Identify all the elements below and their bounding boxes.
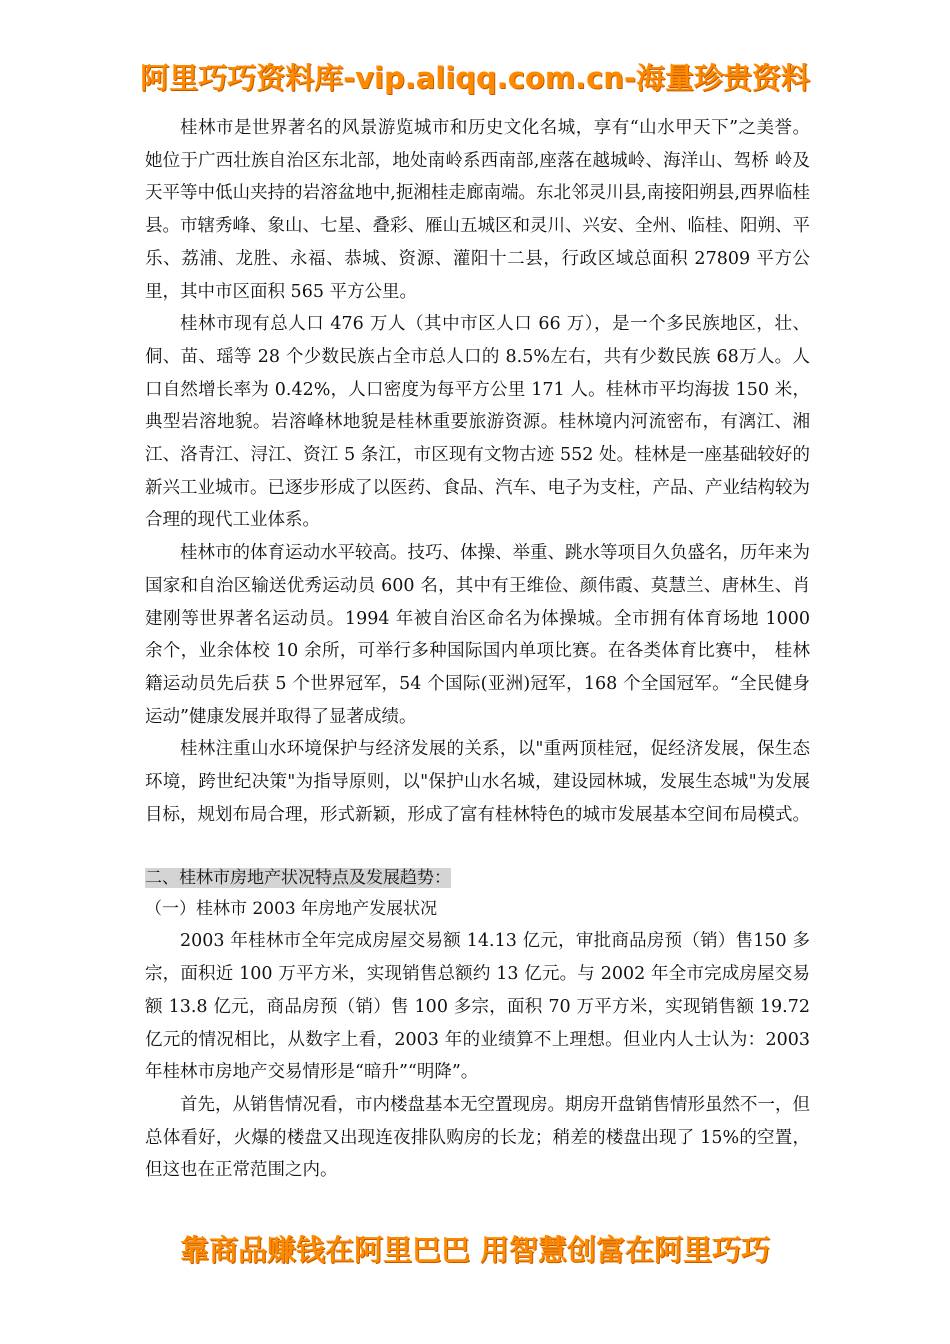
paragraph-2003-transactions: 2003 年桂林市全年完成房屋交易额 14.13 亿元，审批商品房预（销）售150 多宗，面积近 100 万平方米，实现销售总额约 13 亿元。与 2002 年全市完成房屋交易额 13.8 亿元，商品房预（销）售 100 多宗，面积 70 万平方米，实现销售额 19.72 亿元的情况相比，从数字上看，2003 年的业绩算不上理想。但业内人士认为：2003 年桂林市房地产交易情形是“暗升”“明降”。 [145, 931, 810, 1083]
sub-heading: （一）桂林市 2003 年房地产发展状况 [145, 899, 438, 920]
header-banner: 阿里巧巧资料库-vip.aliqq.com.cn-海量珍贵资料 [140, 61, 810, 95]
section-heading-text: 二、桂林市房地产状况特点及发展趋势： [145, 868, 451, 889]
paragraph-population: 桂林市现有总人口 476 万人（其中市区人口 66 万），是一个多民族地区，壮、侗、苗、瑶等 28 个少数民族占全市总人口的 8.5%左右，共有少数民族 68万人。人口自然增长率为 0.42%，人口密度为每平方公里 171 人。桂林市平均海拔 150 米，典型岩溶地貌。岩溶峰林地貌是桂林重要旅游资源。桂林境内河流密布，有漓江、湘江、洛青江、浔江、资江 5 条江，市区现有文物古迹 552 处。桂林是一座基础较好的新兴工业城市。已逐步形成了以医药、食品、汽车、电子为支柱，产品、产业结构较为合理的现代工业体系。 [145, 314, 810, 531]
paragraph-sports: 桂林市的体育运动水平较高。技巧、体操、举重、跳水等项目久负盛名，历年来为国家和自治区输送优秀运动员 600 名，其中有王维俭、颜伟霞、莫慧兰、唐林生、肖建刚等世界著名运动员。1994 年被自治区命名为体操城。全市拥有体育场地 1000 余个，业余体校 10 余所，可举行多种国际国内单项比赛。在各类体育比赛中， 桂林籍运动员先后获 5 个世界冠军，54 个国际(亚洲)冠军，168 个全国冠军。“全民健身运动”健康发展并取得了显著成绩。 [145, 543, 810, 727]
footer-banner: 靠商品赚钱在阿里巴巴 用智慧创富在阿里巧巧 [179, 1233, 771, 1267]
paragraph-sales: 首先，从销售情况看，市内楼盘基本无空置现房。期房开盘销售情形虽然不一，但总体看好，火爆的楼盘又出现连夜排队购房的长龙；稍差的楼盘出现了 15%的空置，但这也在正常范围之内。 [145, 1094, 810, 1181]
paragraph-intro: 桂林市是世界著名的风景游览城市和历史文化名城，享有“山水甲天下”之美誉。她位于广西壮族自治区东北部，地处南岭系西南部,座落在越城岭、海洋山、驾桥 岭及天平等中低山夹持的岩溶盆地中,扼湘桂走廊南端。东北邻灵川县,南接阳朔县,西界临桂县。市辖秀峰、象山、七星、叠彩、雁山五城区和灵川、兴安、全州、临桂、阳朔、平乐、荔浦、龙胜、永福、恭城、资源、灌阳十二县，行政区域总面积 27809 平方公里，其中市区面积 565 平方公里。 [145, 118, 810, 302]
paragraph-environment: 桂林注重山水环境保护与经济发展的关系，以"重两顶桂冠，促经济发展，保生态环境，跨世纪决策"为指导原则，以"保护山水名城，建设园林城，发展生态城"为发展目标，规划布局合理，形式新颖，形成了富有桂林特色的城市发展基本空间布局模式。 [145, 739, 810, 825]
section-heading [145, 863, 810, 894]
document-body [145, 112, 810, 1187]
spacer [145, 831, 810, 863]
